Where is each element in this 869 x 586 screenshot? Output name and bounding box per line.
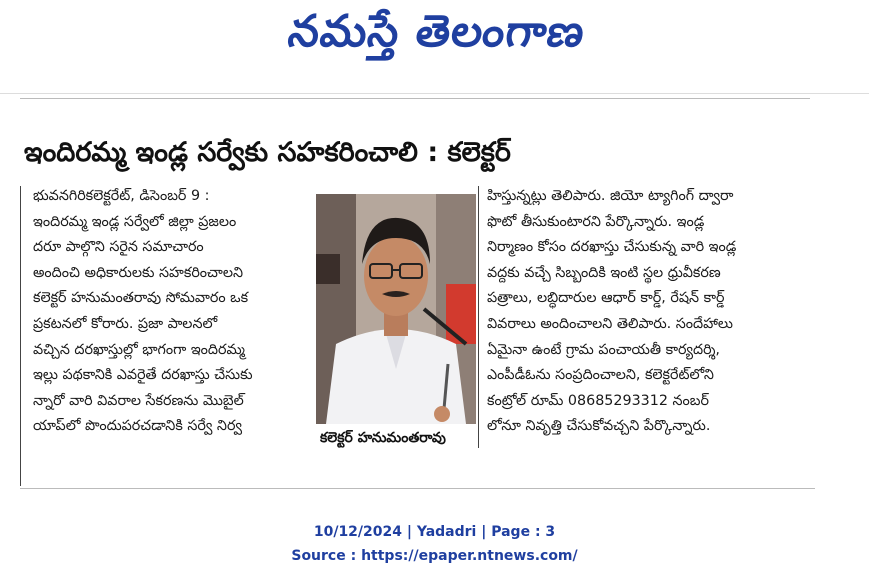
- text-line: పత్రాలు, లబ్ధిదారుల ఆధార్‌ కార్డ్‌, రేషన్‌ కార్డ్‌: [487, 290, 725, 307]
- text-line: ప్రకటనలో కోరారు. ప్రజా పాలనలో: [33, 315, 218, 332]
- text-line: వచ్చిన దరఖాస్తుల్లో భాగంగా ఇందిరమ్మ: [33, 341, 245, 358]
- collector-photo: [316, 194, 476, 424]
- text-line: హిస్తున్నట్లు తెలిపారు. జియో ట్యాగింగ్‌ ద్వారా: [487, 188, 734, 204]
- left-column-rule: [20, 186, 21, 486]
- clipping-bottom-edge: [20, 488, 815, 489]
- photo-caption: కలెక్టర్‌ హనుమంతరావు: [320, 429, 446, 446]
- clipping-top-edge: [0, 93, 869, 94]
- text-line: ఇల్లు పథకానికి ఎవరైతే దరఖాస్తు చేసుకు: [33, 367, 253, 384]
- text-line: ఏమైనా ఉంటే గ్రామ పంచాయతీ కార్యదర్శి,: [487, 341, 720, 358]
- text-line: ఎంపీడీఓను సంప్రదించాలని, కలెక్టరేట్‌లోని: [487, 367, 714, 384]
- text-line: న్నారో వారి వివరాల సేకరణను మొబైల్‌: [33, 392, 244, 409]
- text-line: నిర్మాణం కోసం దరఖాస్తు చేసుకున్న వారి ఇండ్ల: [487, 239, 737, 256]
- article-column-right: [487, 184, 817, 440]
- column-divider-right: [478, 186, 479, 448]
- portrait-illustration: [316, 194, 476, 424]
- text-line: ఫొటో తీసుకుంటారని పేర్కొన్నారు. ఇండ్ల: [487, 213, 705, 230]
- text-line: భువనగిరికలెక్టరేట్‌, డిసెంబర్‌ 9 :: [33, 188, 210, 204]
- source-link[interactable]: Source : https://epaper.ntnews.com/: [291, 548, 578, 564]
- text-line: కంట్రోల్‌ రూమ్‌ 08685293312 నంబర్‌: [487, 392, 710, 409]
- cut-off-previous-article: [20, 98, 810, 109]
- edition-info: 10/12/2024 | Yadadri | Page : 3: [313, 524, 556, 540]
- text-line: కలెక్టర్‌ హనుమంతరావు సోమవారం ఒక: [33, 290, 249, 307]
- text-line: లోనూ నివృత్తి చేసుకోవచ్చని పేర్కొన్నారు.: [487, 418, 711, 435]
- text-line: అందించి అధికారులకు సహకరించాలని: [33, 264, 244, 281]
- text-line: యాప్‌లో పొందుపరచడానికి సర్వే నిర్వ: [33, 418, 242, 435]
- article-headline: ఇందిరమ్మ ఇండ్ల సర్వేకు సహకరించాలి : కలెక్టర్: [24, 137, 511, 168]
- text-line: వివరాలు అందించాలని తెలిపారు. సందేహాలు: [487, 315, 733, 332]
- newspaper-masthead: నమస్తే తెలంగాణ: [285, 6, 589, 57]
- text-line: దరూ పాల్గొని సరైన సమాచారం: [33, 239, 204, 256]
- text-line: వద్దకు వచ్చే సిబ్బందికి ఇంటి స్థల ధ్రువీకరణ: [487, 264, 721, 281]
- article-column-left: [33, 184, 303, 440]
- text-line: ఇందిరమ్మ ఇండ్ల సర్వేలో జిల్లా ప్రజలం: [33, 213, 237, 230]
